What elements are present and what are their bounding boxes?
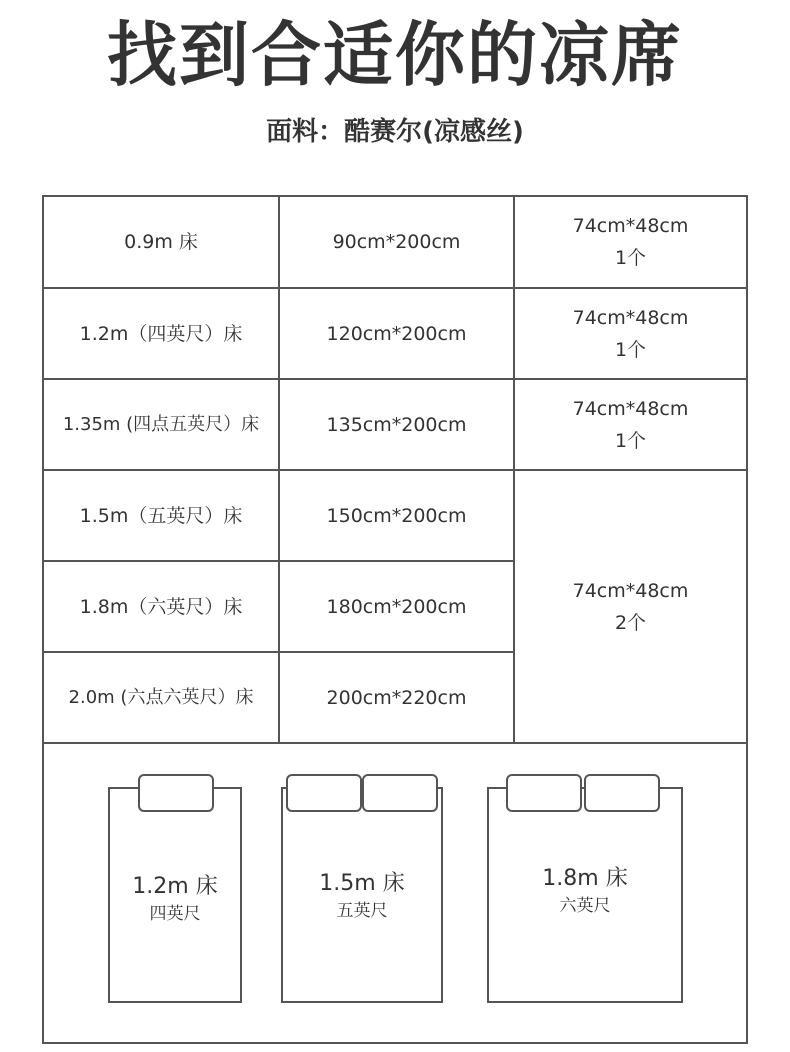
bed-label: 1.5m 床 xyxy=(319,871,405,896)
bed-label: 1.2m 床 xyxy=(132,874,218,899)
mat-size-cell: 90cm*200cm xyxy=(332,231,461,253)
pillow-size: 74cm*48cm xyxy=(572,579,689,602)
pillow-count: 1个 xyxy=(614,338,647,361)
pillow-icon xyxy=(506,774,582,812)
bed-sublabel: 六英尺 xyxy=(559,896,611,916)
page-title: 找到合适你的凉席 xyxy=(107,14,683,96)
pillow-size: 74cm*48cm xyxy=(572,397,689,420)
mat-size-cell: 200cm*220cm xyxy=(326,686,467,709)
pillow-icon xyxy=(138,774,214,812)
bed-size-cell: 0.9m 床 xyxy=(124,231,198,253)
mat-size-cell: 180cm*200cm xyxy=(326,595,467,618)
pillow-icon xyxy=(584,774,660,812)
pillow-count: 2个 xyxy=(614,611,647,634)
mat-size-cell: 150cm*200cm xyxy=(326,504,467,527)
fabric-subtitle: 面料：酷赛尔(凉感丝) xyxy=(266,117,524,147)
bed-size-cell: 1.2m（四英尺）床 xyxy=(79,322,243,345)
bed-size-cell: 1.5m（五英尺）床 xyxy=(79,504,243,527)
pillow-cell xyxy=(515,380,746,469)
bed-label: 1.8m 床 xyxy=(542,866,628,891)
bed-size-cell: 1.8m（六英尺）床 xyxy=(79,595,243,618)
bed-size-cell: 2.0m (六点六英尺）床 xyxy=(68,686,254,708)
pillow-cell xyxy=(515,289,746,378)
pillow-cell xyxy=(515,197,746,287)
bed-sublabel: 四英尺 xyxy=(149,904,201,924)
pillow-size: 74cm*48cm xyxy=(572,306,689,329)
bed-sublabel: 五英尺 xyxy=(336,901,388,921)
pillow-count: 1个 xyxy=(614,247,647,269)
pillow-size: 74cm*48cm xyxy=(572,215,689,237)
row-divider xyxy=(42,742,748,744)
bed-size-cell: 1.35m (四点五英尺）床 xyxy=(62,413,260,435)
pillow-cell-merged xyxy=(515,471,746,742)
pillow-count: 1个 xyxy=(614,429,647,452)
mat-size-cell: 135cm*200cm xyxy=(326,413,467,436)
pillow-icon xyxy=(362,774,438,812)
pillow-icon xyxy=(286,774,362,812)
mat-size-cell: 120cm*200cm xyxy=(326,322,467,345)
